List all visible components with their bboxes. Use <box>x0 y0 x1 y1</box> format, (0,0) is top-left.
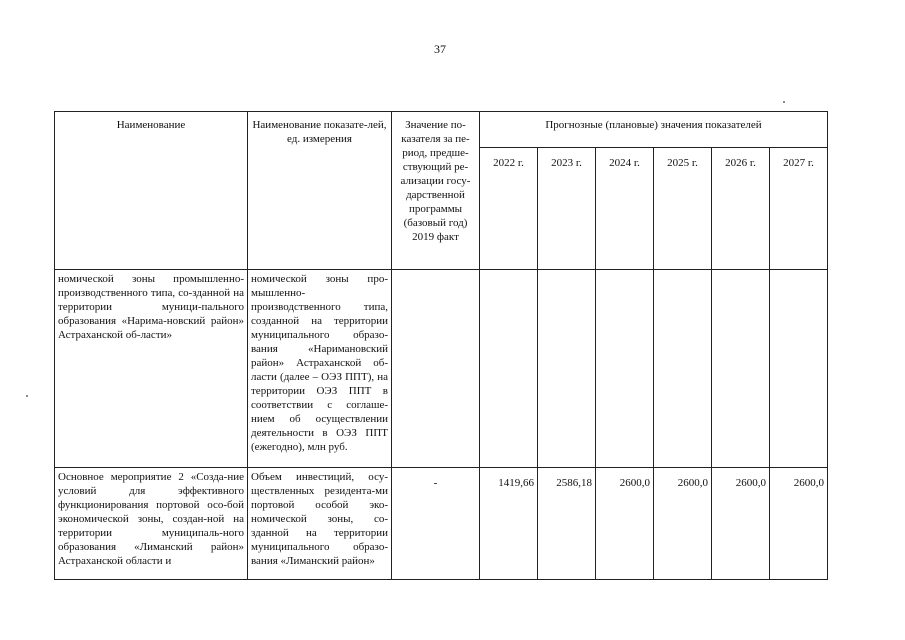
row-value: 2600,0 <box>712 468 770 580</box>
header-year: 2024 г. <box>596 148 654 270</box>
row-value <box>712 270 770 468</box>
row-value: 2600,0 <box>770 468 828 580</box>
row-value <box>770 270 828 468</box>
row-value <box>480 270 538 468</box>
row-value: 1419,66 <box>480 468 538 580</box>
scan-speck <box>26 395 28 397</box>
table-row <box>55 270 828 468</box>
header-year: 2027 г. <box>770 148 828 270</box>
row-value: 2586,18 <box>538 468 596 580</box>
row-value: 2600,0 <box>596 468 654 580</box>
indicators-table <box>54 111 828 580</box>
header-indicator: Наименование показате-лей, ед. измерения <box>248 112 392 270</box>
row-name: Основное мероприятие 2 «Созда-ние условий для эффективного функционирования портовой осо-бой экономической зоны, создан-ной на территории муниципаль-ного образования «Лиманский район» Астраханской области и <box>55 468 248 580</box>
row-name: номической зоны промышленно-производственного типа, со-зданной на территории муници-пального образования «Нарима-новский район» Астраханской об-ласти» <box>55 270 248 468</box>
scan-speck <box>783 101 785 103</box>
row-indicator: номической зоны про-мышленно-производственного типа, созданной на территории муниципального образо-вания «Наримановский район» Астраханской об-ласти (далее – ОЭЗ ППТ), на территории ОЭЗ ППТ в соответствии с соглаше-нием об осуществлении деятельности в ОЭЗ ППТ (ежегодно), млн руб. <box>248 270 392 468</box>
table-row <box>55 468 828 580</box>
page-number: 37 <box>434 42 446 56</box>
row-value <box>654 270 712 468</box>
row-value <box>596 270 654 468</box>
header-row <box>55 112 828 148</box>
header-name: Наименование <box>55 112 248 270</box>
row-base-value <box>392 270 480 468</box>
header-year: 2025 г. <box>654 148 712 270</box>
header-base-value: Значение по-казателя за пе-риод, предше-ствующий ре-ализации госу-дарственной программы (базовый год) 2019 факт <box>392 112 480 270</box>
row-value: 2600,0 <box>654 468 712 580</box>
row-base-value: - <box>392 468 480 580</box>
row-indicator: Объем инвестиций, осу-ществленных резидента-ми портовой особой эко-номической зоны, со-зданной на территории муниципального образо-вания «Лиманский район» <box>248 468 392 580</box>
row-value <box>538 270 596 468</box>
header-year: 2026 г. <box>712 148 770 270</box>
header-year: 2022 г. <box>480 148 538 270</box>
header-forecast: Прогнозные (плановые) значения показателей <box>480 112 828 148</box>
header-year: 2023 г. <box>538 148 596 270</box>
